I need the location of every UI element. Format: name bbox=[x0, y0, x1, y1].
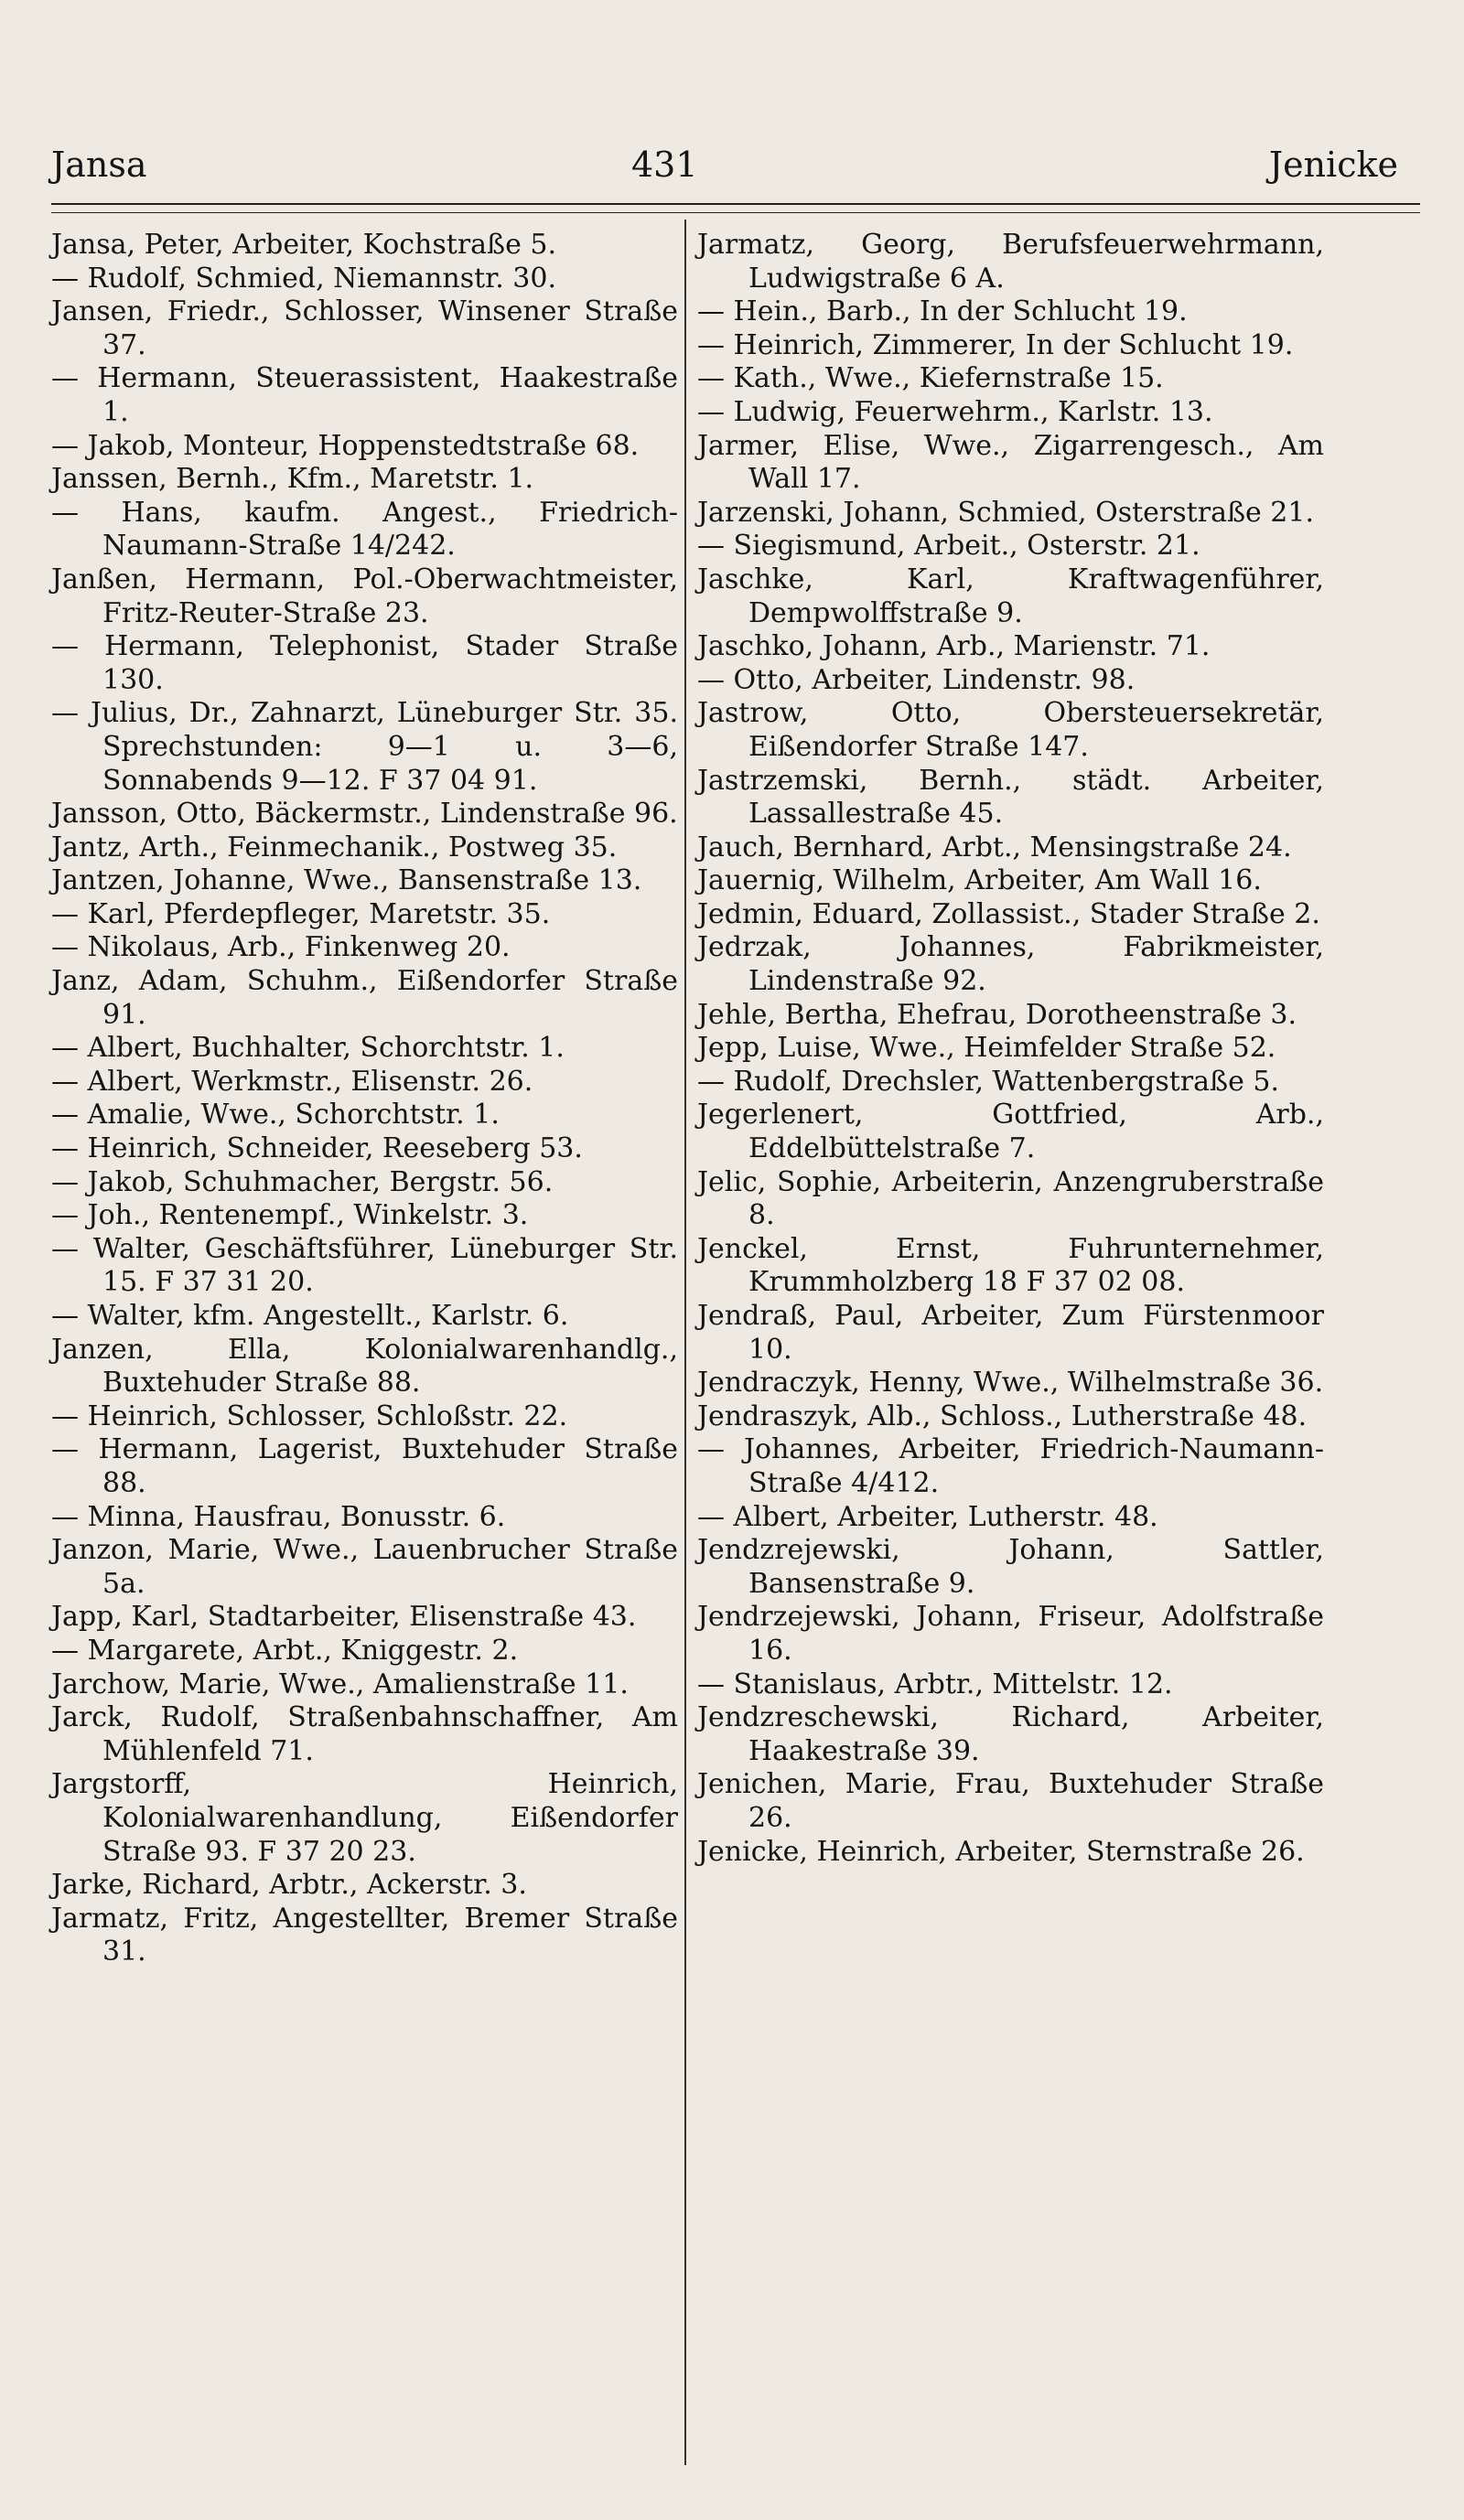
directory-entry: Jendraß, Paul, Arbeiter, Zum Fürstenmoor 10. bbox=[697, 1300, 1324, 1366]
directory-entry: Japp, Karl, Stadtarbeiter, Elisenstraße 43. bbox=[51, 1601, 637, 1634]
directory-entry: Jantzen, Johanne, Wwe., Bansenstraße 13. bbox=[51, 864, 642, 897]
header-rule bbox=[51, 203, 1420, 205]
directory-entry: Jargstorff, Heinrich, Kolonialwarenhandlung, Eißendorfer Straße 93. F 37 20 23. bbox=[51, 1768, 678, 1868]
directory-entry: — Joh., Rentenempf., Winkelstr. 3. bbox=[51, 1199, 529, 1232]
directory-entry: — Siegismund, Arbeit., Osterstr. 21. bbox=[697, 530, 1200, 563]
directory-entry: — Albert, Werkmstr., Elisenstr. 26. bbox=[51, 1065, 533, 1098]
directory-entry: — Julius, Dr., Zahnarzt, Lüneburger Str. 35. Sprechstunden: 9—1 u. 3—6, Sonnabends 9—12. F 37 04 91. bbox=[51, 697, 678, 797]
directory-entry: Jastrzemski, Bernh., städt. Arbeiter, Lassallestraße 45. bbox=[697, 764, 1324, 831]
directory-entry: Jendraczyk, Henny, Wwe., Wilhelmstraße 36. bbox=[697, 1367, 1324, 1399]
directory-entry: Jenichen, Marie, Frau, Buxtehuder Straße 26. bbox=[697, 1768, 1324, 1834]
header-rule-thin bbox=[51, 212, 1420, 213]
directory-entry: Jarmer, Elise, Wwe., Zigarrengesch., Am Wall 17. bbox=[697, 429, 1324, 496]
left-column bbox=[51, 229, 678, 1969]
directory-entry: — Karl, Pferdepfleger, Maretstr. 35. bbox=[51, 897, 551, 930]
directory-entry: — Heinrich, Zimmerer, In der Schlucht 19. bbox=[697, 328, 1294, 361]
directory-entry: — Rudolf, Schmied, Niemannstr. 30. bbox=[51, 262, 557, 295]
directory-entry: — Jakob, Schuhmacher, Bergstr. 56. bbox=[51, 1165, 554, 1198]
directory-entry: — Stanislaus, Arbtr., Mittelstr. 12. bbox=[697, 1667, 1173, 1700]
directory-entry: — Otto, Arbeiter, Lindenstr. 98. bbox=[697, 663, 1136, 696]
directory-entry: Jehle, Bertha, Ehefrau, Dorotheenstraße 3. bbox=[697, 998, 1297, 1031]
directory-entry: Jauch, Bernhard, Arbt., Mensingstraße 24. bbox=[697, 831, 1292, 863]
directory-entry: — Hermann, Telephonist, Stader Straße 130. bbox=[51, 630, 678, 696]
page-number: 431 bbox=[631, 145, 698, 185]
directory-entry: — Heinrich, Schlosser, Schloßstr. 22. bbox=[51, 1399, 568, 1432]
directory-entry: Jendzreschewski, Richard, Arbeiter, Haakestraße 39. bbox=[697, 1701, 1324, 1767]
directory-entry: Jepp, Luise, Wwe., Heimfelder Straße 52. bbox=[697, 1032, 1276, 1065]
directory-entry: — Albert, Buchhalter, Schorchtstr. 1. bbox=[51, 1032, 565, 1065]
directory-entry: Jaschko, Johann, Arb., Marienstr. 71. bbox=[697, 630, 1211, 663]
directory-entry: Jastrow, Otto, Obersteuersekretär, Eißendorfer Straße 147. bbox=[697, 697, 1324, 763]
directory-entry: Janzon, Marie, Wwe., Lauenbrucher Straße 5a. bbox=[51, 1534, 678, 1600]
directory-entry: Jegerlenert, Gottfried, Arb., Eddelbüttelstraße 7. bbox=[697, 1099, 1324, 1165]
directory-entry: — Rudolf, Drechsler, Wattenbergstraße 5. bbox=[697, 1065, 1279, 1098]
directory-entry: Jendraszyk, Alb., Schloss., Lutherstraße 48. bbox=[697, 1399, 1308, 1432]
directory-entry: Jarke, Richard, Arbtr., Ackerstr. 3. bbox=[51, 1869, 527, 1902]
column-divider bbox=[684, 220, 686, 2465]
directory-entry: — Jakob, Monteur, Hoppenstedtstraße 68. bbox=[51, 429, 640, 462]
directory-entry: Jansen, Friedr., Schlosser, Winsener Straße 37. bbox=[51, 295, 678, 361]
directory-entry: Jarchow, Marie, Wwe., Amalienstraße 11. bbox=[51, 1667, 629, 1700]
directory-entry: — Hermann, Steuerassistent, Haakestraße 1. bbox=[51, 362, 678, 428]
directory-entry: Jenckel, Ernst, Fuhrunternehmer, Krummholzberg 18 F 37 02 08. bbox=[697, 1232, 1324, 1299]
running-head-right: Jenicke bbox=[1268, 145, 1398, 185]
directory-entry: — Heinrich, Schneider, Reeseberg 53. bbox=[51, 1132, 583, 1165]
directory-entry: Jansson, Otto, Bäckermstr., Lindenstraße 96. bbox=[51, 798, 678, 831]
directory-entry: Jauernig, Wilhelm, Arbeiter, Am Wall 16. bbox=[697, 864, 1262, 897]
directory-entry: — Margarete, Arbt., Kniggestr. 2. bbox=[51, 1634, 519, 1667]
directory-entry: — Hans, kaufm. Angest., Friedrich-Naumann-Straße 14/242. bbox=[51, 496, 678, 563]
directory-entry: Janssen, Bernh., Kfm., Maretstr. 1. bbox=[51, 463, 534, 496]
directory-entry: — Albert, Arbeiter, Lutherstr. 48. bbox=[697, 1500, 1158, 1533]
directory-entry: — Minna, Hausfrau, Bonusstr. 6. bbox=[51, 1500, 506, 1533]
directory-entry: — Kath., Wwe., Kiefernstraße 15. bbox=[697, 362, 1164, 395]
directory-entry: Janz, Adam, Schuhm., Eißendorfer Straße 91. bbox=[51, 965, 678, 1031]
directory-entry: — Walter, Geschäftsführer, Lüneburger Str. 15. F 37 31 20. bbox=[51, 1232, 678, 1299]
directory-entry: — Hermann, Lagerist, Buxtehuder Straße 88. bbox=[51, 1433, 678, 1499]
right-column bbox=[697, 229, 1324, 1869]
directory-entry: Janßen, Hermann, Pol.-Oberwachtmeister, Fritz-Reuter-Straße 23. bbox=[51, 563, 678, 629]
directory-entry: — Walter, kfm. Angestellt., Karlstr. 6. bbox=[51, 1300, 569, 1332]
directory-entry: — Nikolaus, Arb., Finkenweg 20. bbox=[51, 931, 511, 964]
directory-entry: Janzen, Ella, Kolonialwarenhandlg., Buxtehuder Straße 88. bbox=[51, 1333, 678, 1399]
directory-entry: — Johannes, Arbeiter, Friedrich-Naumann-Straße 4/412. bbox=[697, 1433, 1324, 1499]
running-head-left: Jansa bbox=[51, 145, 147, 185]
directory-entry: Jarzenski, Johann, Schmied, Osterstraße 21. bbox=[697, 496, 1314, 529]
directory-entry: Jedrzak, Johannes, Fabrikmeister, Lindenstraße 92. bbox=[697, 931, 1324, 998]
directory-entry: — Hein., Barb., In der Schlucht 19. bbox=[697, 295, 1188, 328]
directory-entry: Jantz, Arth., Feinmechanik., Postweg 35. bbox=[51, 831, 618, 863]
directory-entry: Jelic, Sophie, Arbeiterin, Anzengruberstraße 8. bbox=[697, 1165, 1324, 1232]
directory-entry: Jenicke, Heinrich, Arbeiter, Sternstraße 26. bbox=[697, 1835, 1305, 1868]
directory-entry: Jarck, Rudolf, Straßenbahnschaffner, Am Mühlenfeld 71. bbox=[51, 1701, 678, 1767]
directory-entry: Jendzrejewski, Johann, Sattler, Bansenstraße 9. bbox=[697, 1534, 1324, 1600]
directory-entry: — Amalie, Wwe., Schorchtstr. 1. bbox=[51, 1099, 500, 1131]
directory-entry: Jendrzejewski, Johann, Friseur, Adolfstraße 16. bbox=[697, 1601, 1324, 1667]
directory-entry: Jarmatz, Georg, Berufsfeuerwehrmann, Ludwigstraße 6 A. bbox=[697, 229, 1324, 295]
directory-entry: Jarmatz, Fritz, Angestellter, Bremer Straße 31. bbox=[51, 1902, 678, 1968]
directory-entry: — Ludwig, Feuerwehrm., Karlstr. 13. bbox=[697, 395, 1213, 428]
directory-entry: Jedmin, Eduard, Zollassist., Stader Straße 2. bbox=[697, 897, 1320, 930]
directory-entry: Jaschke, Karl, Kraftwagenführer, Dempwolffstraße 9. bbox=[697, 563, 1324, 629]
directory-entry: Jansa, Peter, Arbeiter, Kochstraße 5. bbox=[51, 229, 557, 261]
